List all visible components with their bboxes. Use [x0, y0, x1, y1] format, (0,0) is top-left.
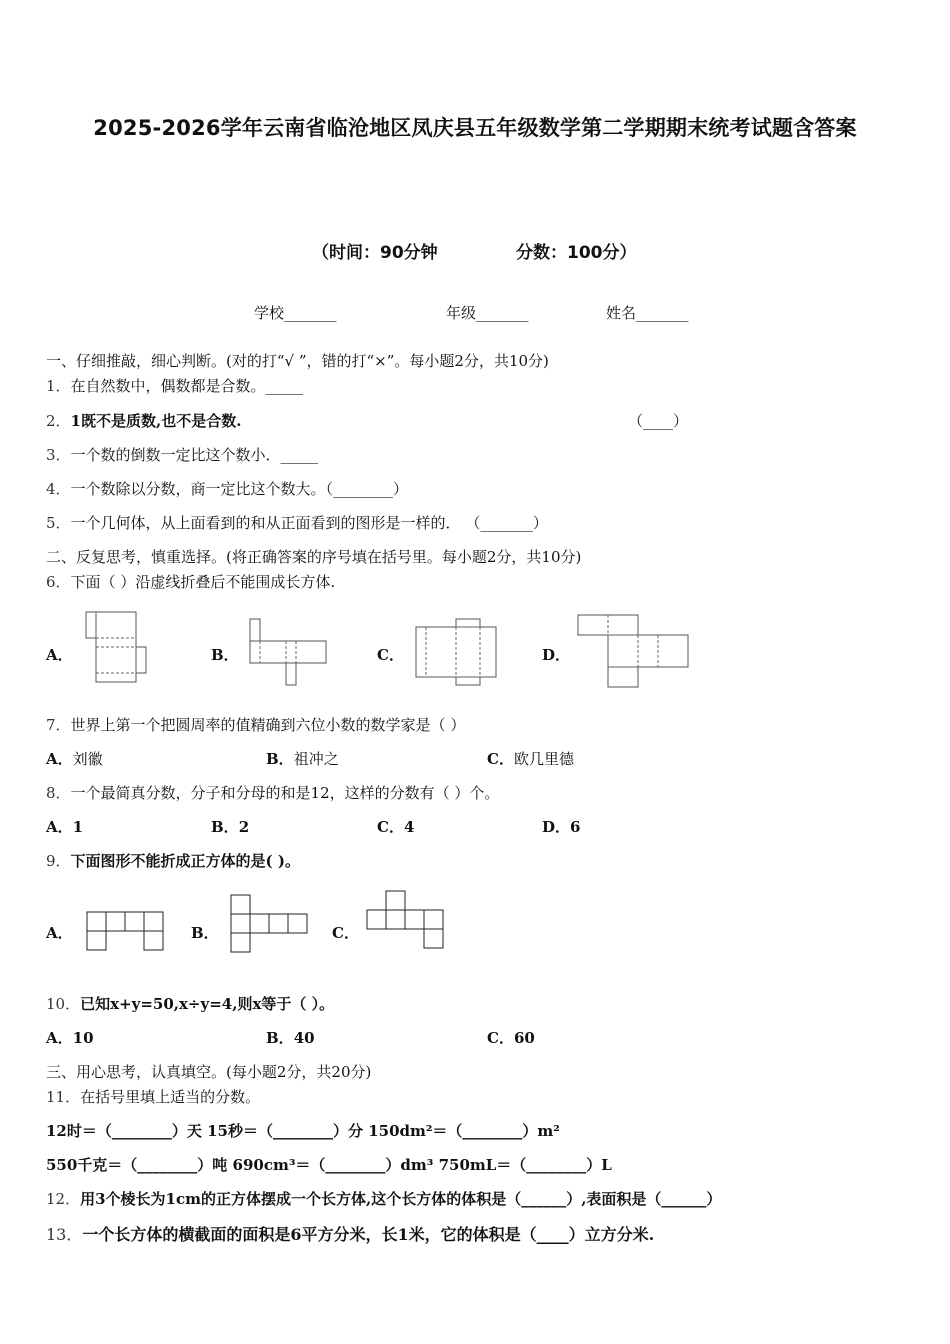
question-text: 世界上第一个把圆周率的值精确到六位小数的数学家是（ ） [70, 716, 466, 734]
question-number: 4． [46, 480, 71, 498]
question-number: 6． [46, 573, 71, 591]
question-text: 一个几何体，从上面看到的和从正面看到的图形是一样的． （_______） [70, 514, 548, 532]
question-1 [46, 375, 303, 396]
time-limit: （时间：90分钟 [312, 243, 438, 263]
cube-net-figure-c [365, 889, 449, 951]
question-3 [46, 444, 318, 465]
question-5 [46, 512, 548, 533]
question-number: 7． [46, 716, 71, 734]
cube-net-figure-b [229, 893, 309, 955]
question-12 [46, 1188, 721, 1209]
option-a[interactable]: A．刘徽 [46, 750, 103, 768]
question-4 [46, 478, 408, 499]
question-number: 5． [46, 514, 71, 532]
section3-heading: 三、用心思考，认真填空。(每小题2分，共20分) [46, 1063, 372, 1081]
question-2 [46, 410, 241, 431]
grade-field[interactable]: 年级_______ [446, 304, 529, 322]
question-text: 1既不是质数,也不是合数. [70, 412, 242, 430]
question-text: 一个长方体的横截面的面积是6平方分米，长1米，它的体积是（____）立方分米. [82, 1225, 655, 1244]
option-a-label[interactable]: A． [46, 646, 73, 664]
question-number: 13． [46, 1225, 83, 1244]
question-text: 在自然数中，偶数都是合数。_____ [70, 377, 304, 395]
option-a[interactable]: A．1 [46, 818, 84, 836]
answer-blank[interactable]: （____） [628, 412, 689, 430]
question-number: 8． [46, 784, 71, 802]
question-number: 9． [46, 852, 71, 870]
section1-heading: 一、仔细推敲，细心判断。(对的打“√ ”，错的打“×”。每小题2分，共10分) [46, 352, 549, 370]
question-text: 一个数除以分数，商一定比这个数大。（________） [70, 480, 409, 498]
option-b[interactable]: B．2 [211, 818, 250, 836]
option-a[interactable]: A．10 [46, 1029, 94, 1047]
question-number: 1． [46, 377, 71, 395]
cube-net-figure-a [85, 910, 165, 954]
question-text: 已知x+y=50,x÷y=4,则x等于（ ）。 [80, 995, 335, 1013]
option-d[interactable]: D．6 [542, 818, 581, 836]
question-number: 12． [46, 1190, 81, 1208]
question-text: 下面（ ）沿虚线折叠后不能围成长方体. [70, 573, 336, 591]
section2-heading: 二、反复思考，慎重选择。(将正确答案的序号填在括号里。每小题2分，共10分) [46, 548, 582, 566]
option-c-label[interactable]: C． [377, 646, 404, 664]
conversion-line-2[interactable]: 550千克＝（________）吨 690cm³＝（________）dm³ 750mL＝（________）L [46, 1156, 612, 1174]
question-text: 用3个棱长为1cm的正方体摆成一个长方体,这个长方体的体积是（______）,表面积是（______） [80, 1190, 722, 1208]
question-8 [46, 782, 499, 803]
question-text: 一个最简真分数，分子和分母的和是12，这样的分数有（ ）个。 [70, 784, 500, 802]
question-7 [46, 714, 465, 735]
option-c[interactable]: C．欧几里德 [487, 750, 574, 768]
option-c-label[interactable]: C． [332, 924, 359, 942]
question-number: 3． [46, 446, 71, 464]
question-text: 一个数的倒数一定比这个数小．_____ [70, 446, 319, 464]
question-11 [46, 1086, 260, 1107]
option-c[interactable]: C．60 [487, 1029, 535, 1047]
question-number: 2． [46, 412, 71, 430]
option-b-label[interactable]: B． [211, 646, 239, 664]
total-score: 分数：100分） [516, 243, 637, 263]
question-9 [46, 850, 300, 871]
question-number: 10． [46, 995, 81, 1013]
question-text: 在括号里填上适当的分数。 [80, 1088, 261, 1106]
school-field[interactable]: 学校_______ [254, 304, 337, 322]
question-6 [46, 571, 335, 592]
page-title: 2025-2026学年云南省临沧地区凤庆县五年级数学第二学期期末统考试题含答案 [93, 116, 857, 140]
option-b[interactable]: B．祖冲之 [266, 750, 339, 768]
option-c[interactable]: C．4 [377, 818, 415, 836]
net-figure-b [248, 617, 328, 689]
question-13 [46, 1222, 654, 1245]
conversion-line-1[interactable]: 12时＝（________）天 15秒＝（________）分 150dm²＝（________）m² [46, 1122, 560, 1140]
net-figure-a [84, 610, 148, 684]
net-figure-d [576, 613, 694, 689]
net-figure-c [414, 617, 498, 689]
question-10 [46, 993, 334, 1014]
option-b[interactable]: B．40 [266, 1029, 315, 1047]
name-field[interactable]: 姓名_______ [606, 304, 689, 322]
option-d-label[interactable]: D． [542, 646, 571, 664]
question-text: 下面图形不能折成正方体的是( )。 [70, 852, 300, 870]
option-a-label[interactable]: A． [46, 924, 73, 942]
option-b-label[interactable]: B． [191, 924, 219, 942]
question-number: 11． [46, 1088, 81, 1106]
